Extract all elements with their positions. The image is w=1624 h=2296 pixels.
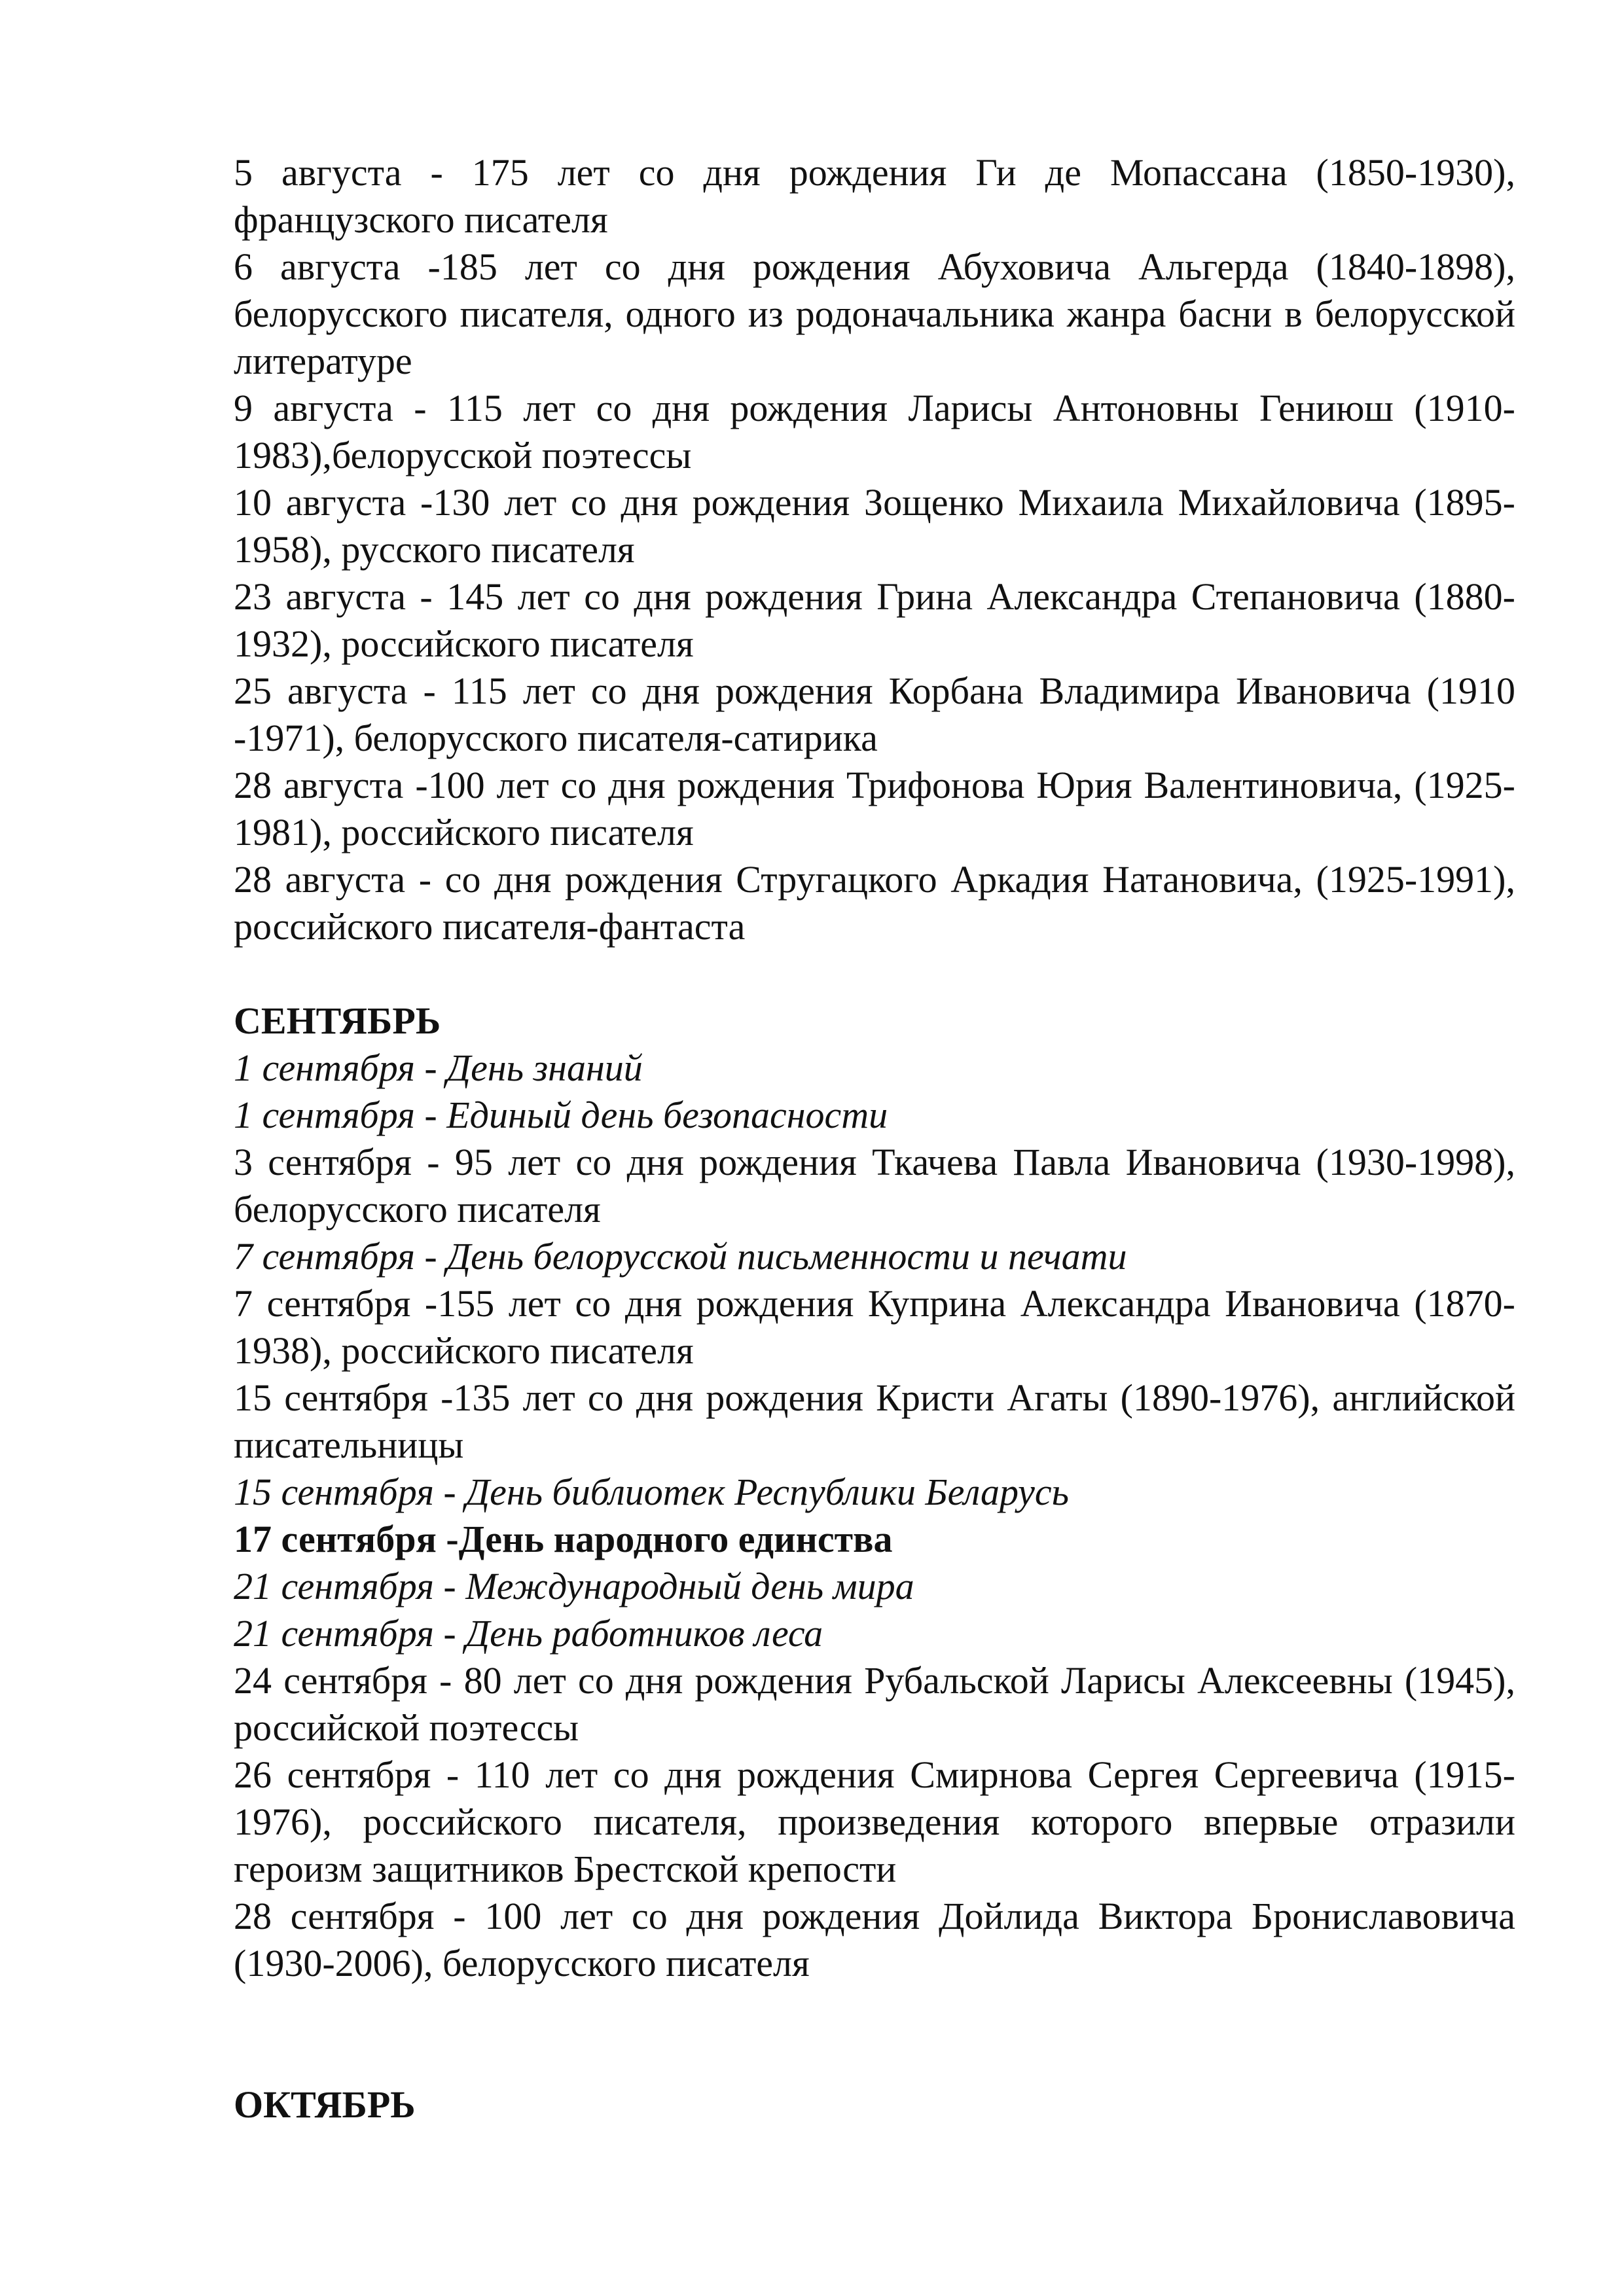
list-item: 7 сентября - День белорусской письменности и печати — [234, 1235, 1127, 1278]
document-page — [234, 149, 1515, 2128]
list-item: 10 августа -130 лет со дня рождения Зощенко Михаила Михайловича (1895-1958), русского писателя — [234, 481, 1515, 571]
list-item: 9 августа - 115 лет со дня рождения Ларисы Антоновны Гениюш (1910-1983),белорусской поэтессы — [234, 387, 1515, 476]
list-item: 17 сентября -День народного единства — [234, 1518, 893, 1560]
list-item: 5 августа - 175 лет со дня рождения Ги де Мопассана (1850-1930), французского писателя — [234, 151, 1515, 241]
list-item: 23 августа - 145 лет со дня рождения Грина Александра Степановича (1880-1932), российского писателя — [234, 575, 1515, 665]
list-item: 1 сентября - День знаний — [234, 1047, 643, 1089]
list-item: 6 августа -185 лет со дня рождения Абуховича Альгерда (1840-1898), белорусского писателя, одного из родоначальника жанра басни в белорусской литературе — [234, 245, 1515, 382]
september-list — [234, 1045, 1515, 1987]
list-item: 28 сентября - 100 лет со дня рождения Дойлида Виктора Брониславовича (1930-2006), белорусского писателя — [234, 1895, 1515, 1984]
list-item: 21 сентября - Международный день мира — [234, 1565, 914, 1607]
list-item: 26 сентября - 110 лет со дня рождения Смирнова Сергея Сергеевича (1915-1976), российского писателя, произведения которого впервые отразили героизм защитников Брестской крепости — [234, 1753, 1515, 1890]
list-item: 24 сентября - 80 лет со дня рождения Рубальской Ларисы Алексеевны (1945), российской поэтессы — [234, 1659, 1515, 1749]
list-item: 3 сентября - 95 лет со дня рождения Ткачева Павла Ивановича (1930-1998), белорусского писателя — [234, 1141, 1515, 1230]
section-heading-october: ОКТЯБРЬ — [234, 2083, 416, 2126]
list-item: 15 сентября -135 лет со дня рождения Кристи Агаты (1890-1976), английской писательницы — [234, 1376, 1515, 1466]
list-item: 28 августа -100 лет со дня рождения Трифонова Юрия Валентиновича, (1925-1981), российского писателя — [234, 764, 1515, 853]
august-list — [234, 149, 1515, 950]
list-item: 25 августа - 115 лет со дня рождения Корбана Владимира Ивановича (1910 -1971), белорусского писателя-сатирика — [234, 670, 1515, 759]
spacer — [234, 950, 1515, 997]
list-item: 7 сентября -155 лет со дня рождения Куприна Александра Ивановича (1870-1938), российского писателя — [234, 1282, 1515, 1372]
list-item: 15 сентября - День библиотек Республики Беларусь — [234, 1471, 1070, 1513]
section-heading-september: СЕНТЯБРЬ — [234, 999, 441, 1042]
spacer — [234, 1987, 1515, 2081]
list-item: 28 августа - со дня рождения Стругацкого Аркадия Натановича, (1925-1991), российского писателя-фантаста — [234, 858, 1515, 948]
list-item: 21 сентября - День работников леса — [234, 1612, 823, 1655]
list-item: 1 сентября - Единый день безопасности — [234, 1094, 888, 1136]
